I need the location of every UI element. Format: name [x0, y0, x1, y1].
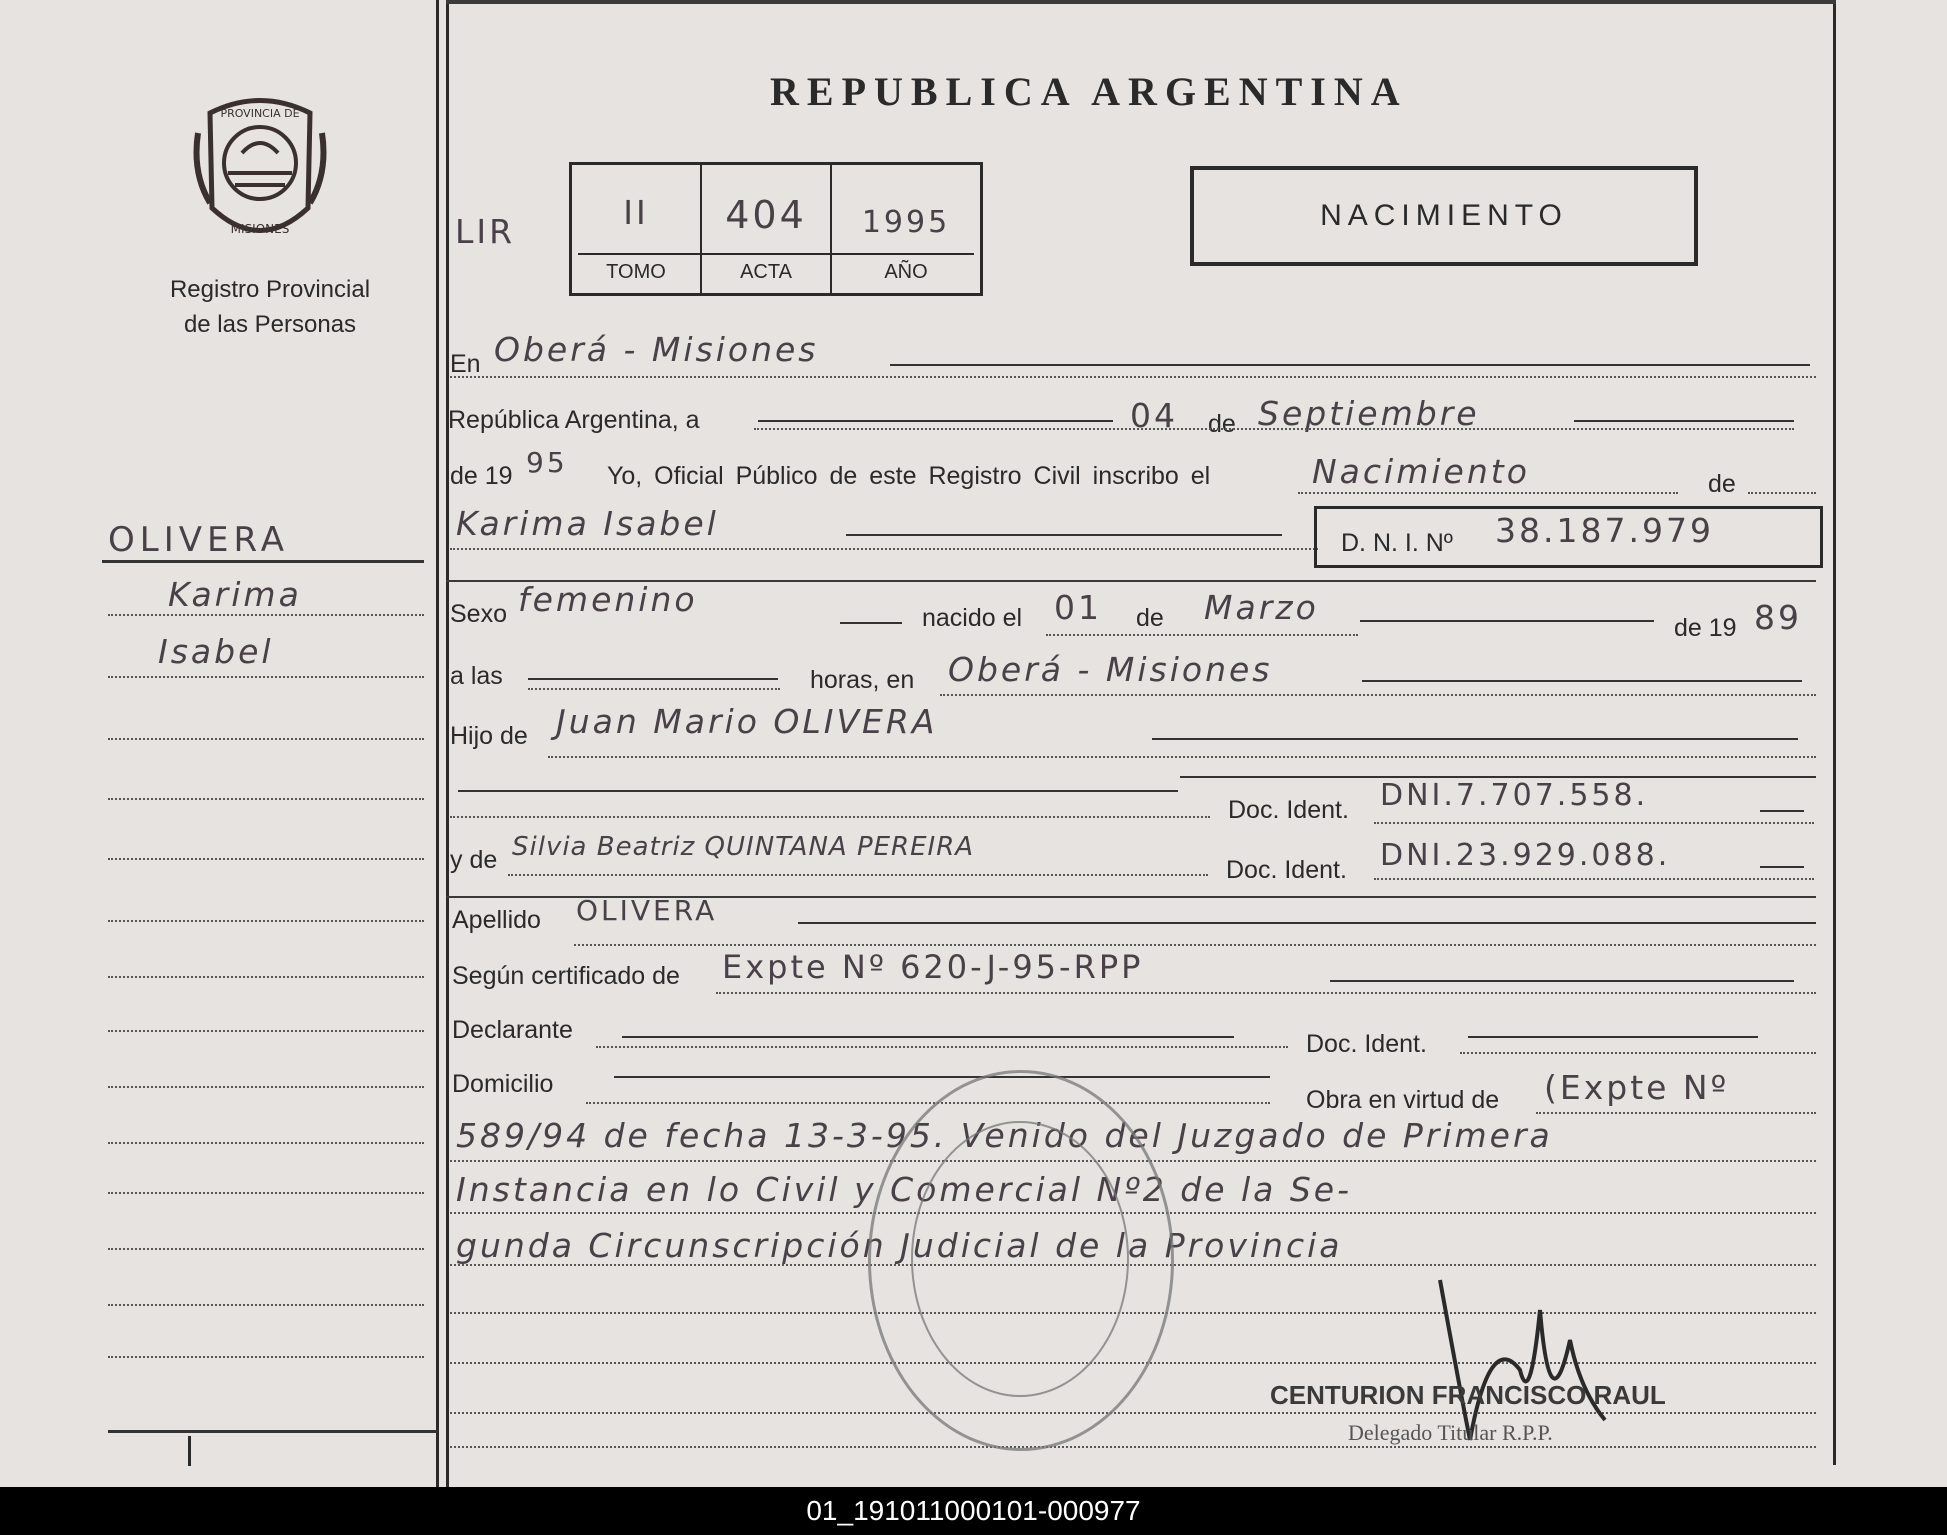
- ano-value: 1995: [861, 205, 951, 240]
- acta-value: 404: [725, 193, 807, 237]
- hijo-label: Hijo de: [450, 722, 528, 750]
- margin-line: [108, 858, 424, 860]
- de-year-label: de 19: [450, 462, 513, 490]
- record-type-box: [1190, 166, 1698, 266]
- year-value: 95: [526, 446, 568, 479]
- republica-label: República Argentina, a: [448, 406, 700, 434]
- margin-tick-mark: [188, 1436, 191, 1466]
- document-id-footer: 01_191011000101-000977: [0, 1487, 1947, 1535]
- margin-line: [108, 798, 424, 800]
- country-title: REPUBLICA ARGENTINA: [770, 69, 1408, 114]
- official-title: Delegado Titular R.P.P.: [1348, 1420, 1553, 1445]
- segun-label: Según certificado de: [452, 962, 680, 990]
- apellido-value: OLIVERA: [576, 894, 718, 927]
- obra-label: Obra en virtud de: [1306, 1086, 1500, 1114]
- registry-name-line1: Registro Provincial: [169, 276, 371, 303]
- margin-line: [108, 1356, 424, 1358]
- record-box: [569, 162, 983, 296]
- en-line: [890, 364, 1810, 366]
- mother-doc-label: Doc. Ident.: [1226, 856, 1347, 884]
- registry-name: [130, 272, 410, 342]
- margin-line: [108, 1142, 424, 1144]
- obra-value: (Expte Nº: [1544, 1068, 1730, 1107]
- form-top-border: [446, 0, 1836, 4]
- margin-name-2: Isabel: [158, 632, 274, 671]
- de2-label: de: [1708, 470, 1736, 498]
- father-doc-label: Doc. Ident.: [1228, 796, 1349, 824]
- tomo-value: II: [623, 193, 649, 232]
- form-right-border: [1833, 0, 1836, 1465]
- notes-line-2: Instancia en lo Civil y Comercial Nº2 de la Se-: [456, 1170, 1353, 1209]
- record-type-label: NACIMIENTO: [1320, 199, 1568, 232]
- registry-name-line2: de las Personas: [183, 311, 357, 338]
- sexo-label: Sexo: [450, 600, 507, 628]
- left-column-divider: [436, 0, 439, 1487]
- official-stamp-icon: [868, 1070, 1174, 1451]
- margin-line: [108, 1192, 424, 1194]
- apellido-label: Apellido: [452, 906, 541, 934]
- margin-line: [108, 920, 424, 922]
- margin-name-1: Karima: [168, 575, 302, 614]
- de-19-label: de 19: [1674, 614, 1737, 642]
- svg-text:PROVINCIA DE: PROVINCIA DE: [220, 107, 300, 120]
- mother-name: Silvia Beatriz QUINTANA PEREIRA: [512, 832, 975, 862]
- segun-value: Expte Nº 620-J-95-RPP: [722, 948, 1144, 986]
- official-name: CENTURION FRANCISCO RAUL: [1270, 1380, 1666, 1410]
- margin-surname: OLIVERA: [108, 520, 289, 560]
- birth-day: 01: [1054, 588, 1102, 627]
- margin-surname-underline: [102, 560, 424, 563]
- birth-year: 89: [1754, 598, 1802, 637]
- margin-bottom-rule: [108, 1430, 438, 1433]
- de3-label: de: [1136, 604, 1164, 632]
- statement-text: Yo, Oficial Público de este Registro Civil inscribo el: [607, 462, 1211, 490]
- ano-label: AÑO: [884, 261, 928, 283]
- form-left-border: [446, 0, 449, 1487]
- a-las-label: a las: [450, 662, 503, 690]
- notes-line-1: 589/94 de fecha 13-3-95. Venido del Juzgado de Primera: [456, 1116, 1553, 1155]
- day-value: 04: [1130, 396, 1178, 435]
- notes-line-3: gunda Circunscripción Judicial de la Provincia: [456, 1226, 1343, 1265]
- horas-label: horas, en: [810, 666, 915, 694]
- record-box-divider: [578, 253, 974, 255]
- en-value: Oberá - Misiones: [494, 330, 819, 369]
- declarante-label: Declarante: [452, 1016, 573, 1044]
- declarante-doc-label: Doc. Ident.: [1306, 1030, 1427, 1058]
- father-doc: DNI.7.707.558.: [1380, 778, 1649, 813]
- acta-label: ACTA: [740, 261, 792, 283]
- tomo-label: TOMO: [606, 261, 666, 283]
- margin-line: [108, 1304, 424, 1306]
- svg-text:MISIONES: MISIONES: [230, 222, 290, 236]
- domicilio-label: Domicilio: [452, 1070, 554, 1098]
- margin-line: [108, 676, 424, 678]
- nacido-label: nacido el: [922, 604, 1023, 632]
- y-de-label: y de: [450, 846, 498, 874]
- birth-place: Oberá - Misiones: [948, 650, 1273, 689]
- sexo-value: femenino: [518, 580, 698, 619]
- margin-line: [108, 1248, 424, 1250]
- margin-line: [108, 738, 424, 740]
- de1-label: de: [1208, 410, 1236, 438]
- provincial-seal-icon: [190, 93, 330, 248]
- margin-line: [108, 976, 424, 978]
- margin-line: [108, 614, 424, 616]
- dni-box: [1314, 506, 1823, 568]
- month-value: Septiembre: [1258, 394, 1480, 433]
- margin-line: [108, 1086, 424, 1088]
- act-value: Nacimiento: [1312, 452, 1530, 491]
- father-name: Juan Mario OLIVERA: [556, 702, 938, 741]
- margin-line: [108, 1030, 424, 1032]
- dni-label: D. N. I. Nº: [1341, 529, 1453, 557]
- dni-value: 38.187.979: [1495, 511, 1714, 550]
- record-prefix: LIR: [455, 212, 516, 251]
- birth-month: Marzo: [1204, 588, 1319, 627]
- en-label: En: [450, 350, 481, 378]
- person-name: Karima Isabel: [456, 504, 719, 543]
- mother-doc: DNI.23.929.088.: [1380, 838, 1671, 873]
